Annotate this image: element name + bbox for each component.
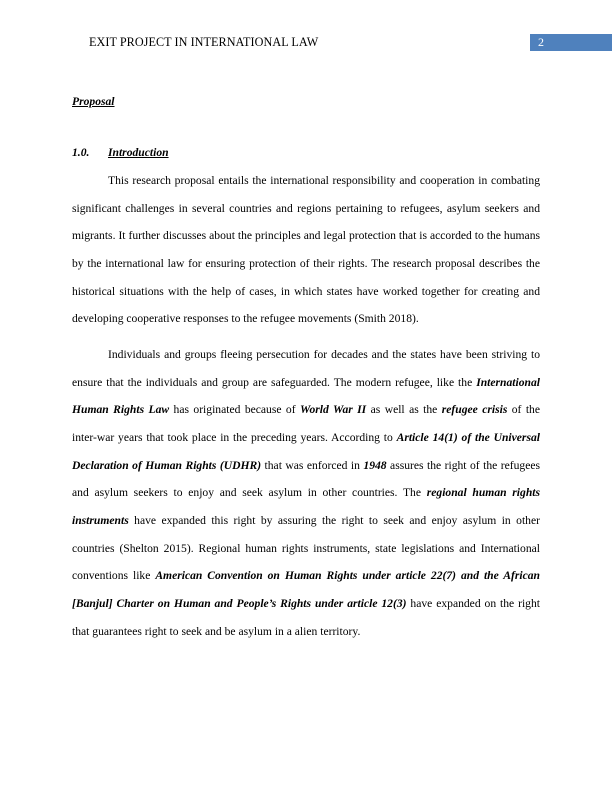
emphasis-ihrl: International Human Rights Law <box>72 375 540 417</box>
page-number: 2 <box>538 35 544 49</box>
paragraph-text: Individuals and groups fleeing persecution for decades and the states have been striving to ensure that the individuals and group are safeguarded. The modern refugee, like the <box>72 347 540 389</box>
page-number-badge <box>530 34 612 51</box>
paragraph-text: has originated because of <box>169 403 301 417</box>
section-number: 1.0. <box>72 146 90 159</box>
proposal-heading: Proposal <box>72 95 115 108</box>
paragraph-text: of the inter-war years that took place in the preceding years. According to <box>72 403 541 444</box>
section-heading <box>72 139 540 167</box>
paragraph-text: have expanded this right by assuring the right to seek and enjoy asylum in other countries (Shelton 2015). Regional human rights instruments, state legislations and International conventions like <box>72 513 540 583</box>
emphasis-udhr-article: Article 14(1) of the Universal Declaration of Human Rights (UDHR) <box>72 430 540 472</box>
document-body <box>72 88 540 645</box>
introduction-paragraph-1: This research proposal entails the international responsibility and cooperation in combating significant challenges in several countries and regions pertaining to refugees, asylum seekers and migrants. It further discusses about the principles and legal protection that is accorded to the humans by the international law for ensuring protection of their rights. The research proposal describes the historical situations with the help of cases, in which states have worked together for creating and developing cooperative responses to the refugee movements (Smith 2018). <box>72 174 540 326</box>
introduction-paragraph-2 <box>72 341 540 645</box>
paragraph-text: assures the right of the refugees and asylum seekers to enjoy and seek asylum in other countries. The <box>72 458 540 500</box>
paragraph-text: as well as the <box>366 403 442 417</box>
emphasis-regional-instruments: regional human rights instruments <box>72 486 540 527</box>
section-title: Introduction <box>108 146 169 159</box>
emphasis-year: 1948 <box>363 458 387 472</box>
paragraph-text: that was enforced in <box>261 458 364 472</box>
emphasis-refugee-crisis: refugee crisis <box>441 403 508 417</box>
paragraph-text: have expanded on the right that guarantees right to seek and be asylum in a alien territory. <box>72 596 540 638</box>
running-header-title: EXIT PROJECT IN INTERNATIONAL LAW <box>89 35 319 49</box>
emphasis-wwii: World War II <box>300 403 367 417</box>
emphasis-conventions: American Convention on Human Rights under article 22(7) and the African [Banjul] Charter on Human and People’s Rights under article 12(3) <box>72 569 540 610</box>
